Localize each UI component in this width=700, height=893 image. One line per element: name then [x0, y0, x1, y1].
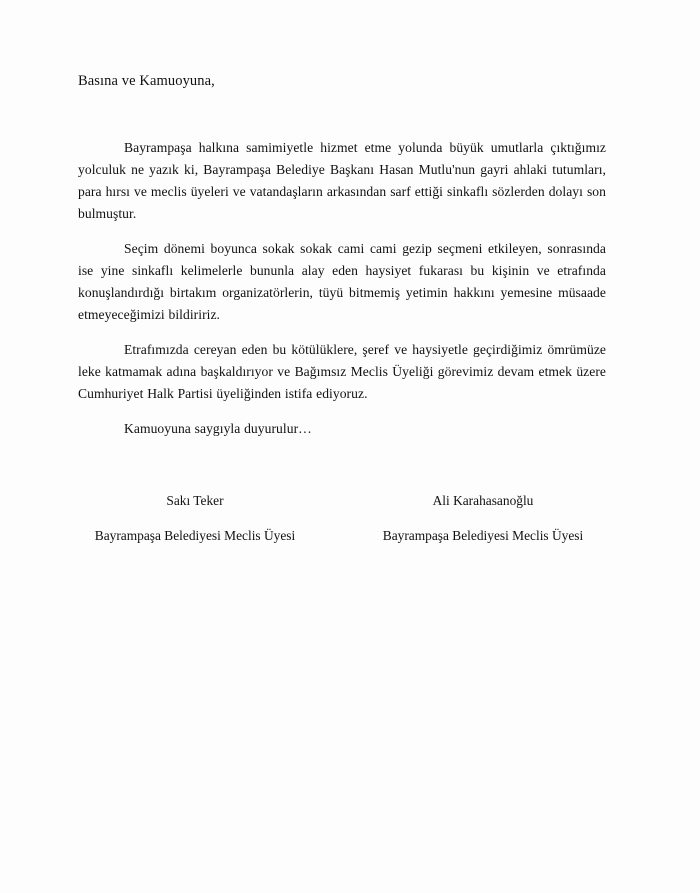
signatory-title: Bayrampaşa Belediyesi Meclis Üyesi: [94, 527, 296, 543]
paragraph-2: Seçim dönemi boyunca sokak sokak cami cami gezip seçmeni etkileyen, sonrasında ise yine sinkaflı kelimelerle bununla alay eden haysiyet fukarası bu kişinin ve etrafında konuşlandırdığı birtakım organizatörlerin, tüyü bitmemiş yetimin hakkını yemesine müsaade etmeyeceğimizi bildiririz.: [78, 240, 606, 322]
salutation-line: Basına ve Kamuoyuna,: [78, 73, 215, 89]
signature-left: [78, 492, 342, 546]
paragraph-4-closing: Kamuoyuna saygıyla duyurulur…: [124, 421, 312, 437]
signature-right: [342, 492, 606, 546]
document-body: [78, 72, 606, 546]
signature-block: [78, 492, 606, 546]
paragraph-1: Bayrampaşa halkına samimiyetle hizmet etme yolunda büyük umutlarla çıktığımız yolculuk ne yazık ki, Bayrampaşa Belediye Başkanı Hasan Mutlu'nun gayri ahlaki tutumları, para hırsı ve meclis üyeleri ve vatandaşların arkasından sarf ettiği sinkaflı sözlerden dolayı son bulmuştur.: [78, 139, 606, 221]
signatory-title: Bayrampaşa Belediyesi Meclis Üyesi: [382, 527, 584, 543]
signatory-name: Sakı Teker: [166, 493, 224, 509]
signatory-name: Ali Karahasanoğlu: [432, 493, 534, 509]
paragraph-3: Etrafımızda cereyan eden bu kötülüklere, şeref ve haysiyetle geçirdiğimiz ömrümüze leke katmamak adına başkaldırıyor ve Bağımsız Meclis Üyeliği görevimiz devam etmek üzere Cumhuriyet Halk Partisi üyeliğinden istifa ediyoruz.: [78, 341, 606, 401]
